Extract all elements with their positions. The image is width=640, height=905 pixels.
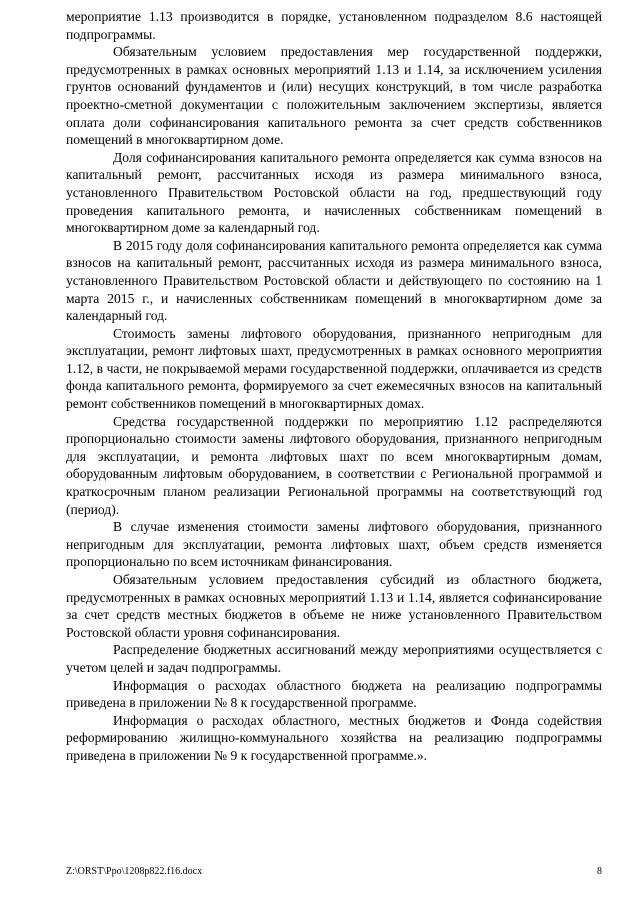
paragraph: В 2015 году доля софинансирования капитального ремонта определяется как сумма взносов на капитальный ремонт, рассчитанных исходя из размера минимального взноса, установленного Правительством Ростовской области и действующего по состоянию на 1 марта 2015 г., и начисленных собственникам помещений в многоквартирном доме за календарный год. xyxy=(66,237,602,324)
page-number: 8 xyxy=(597,866,602,877)
paragraph: мероприятие 1.13 производится в порядке, установленном подразделом 8.6 настоящей подпрограммы. xyxy=(66,9,602,42)
paragraph: Обязательным условием предоставления мер государственной поддержки, предусмотренных в рамках основных мероприятий 1.13 и 1.14, за исключением усиления грунтов оснований фундаментов и (или) несущих конструкций, в том числе разработка проектно-сметной документации с положительным заключением экспертизы, является оплата доли софинансирования капитального ремонта за счет средств собственников помещений в многоквартирном доме. xyxy=(66,44,602,148)
paragraph: Стоимость замены лифтового оборудования, признанного непригодным для эксплуатации, ремонт лифтовых шахт, предусмотренных в рамках основного мероприятия 1.12, в части, не покрываемой мерами государственной поддержки, оплачивается из средств фонда капитального ремонта, формируемого за счет ежемесячных взносов на капитальный ремонт собственников помещений в многоквартирных домах. xyxy=(66,325,602,412)
document-page xyxy=(66,8,602,765)
paragraph: Распределение бюджетных ассигнований между мероприятиями осуществляется с учетом целей и задач подпрограммы. xyxy=(66,642,602,675)
footer-file-path: Z:\ORST\Ppo\1208p822.f16.docx xyxy=(66,866,203,877)
page-footer xyxy=(66,866,602,878)
paragraph: Информация о расходах областного бюджета на реализацию подпрограммы приведена в приложении № 8 к государственной программе. xyxy=(66,677,602,711)
paragraph: В случае изменения стоимости замены лифтового оборудования, признанного непригодным для эксплуатации, ремонта лифтовых шахт, объем средств изменяется пропорционально по всем источникам финансирования. xyxy=(66,519,602,570)
paragraph: Средства государственной поддержки по мероприятию 1.12 распределяются пропорционально стоимости замены лифтового оборудования, признанного непригодным для эксплуатации, и ремонта лифтовых шахт по всем многоквартирным домам, оборудованным лифтовым оборудованием, в соответствии с Региональной программой и краткосрочным планом реализации Региональной программы на соответствующий год (период). xyxy=(66,413,602,517)
paragraph: Доля софинансирования капитального ремонта определяется как сумма взносов на капитальный ремонт, рассчитанных исходя из размера минимального взноса, установленного Правительством Ростовской области на год, предшествующий году проведения капитального ремонта, и начисленных собственникам помещений в многоквартирном доме за календарный год. xyxy=(66,149,602,236)
paragraph: Информация о расходах областного, местных бюджетов и Фонда содействия реформированию жилищно-коммунального хозяйства на реализацию подпрограммы приведена в приложении № 9 к государственной программе.». xyxy=(66,712,602,763)
paragraph: Обязательным условием предоставления субсидий из областного бюджета, предусмотренных в рамках основных мероприятий 1.13 и 1.14, является софинансирование за счет средств местных бюджетов в объеме не ниже установленного Правительством Ростовской области уровня софинансирования. xyxy=(66,572,602,640)
